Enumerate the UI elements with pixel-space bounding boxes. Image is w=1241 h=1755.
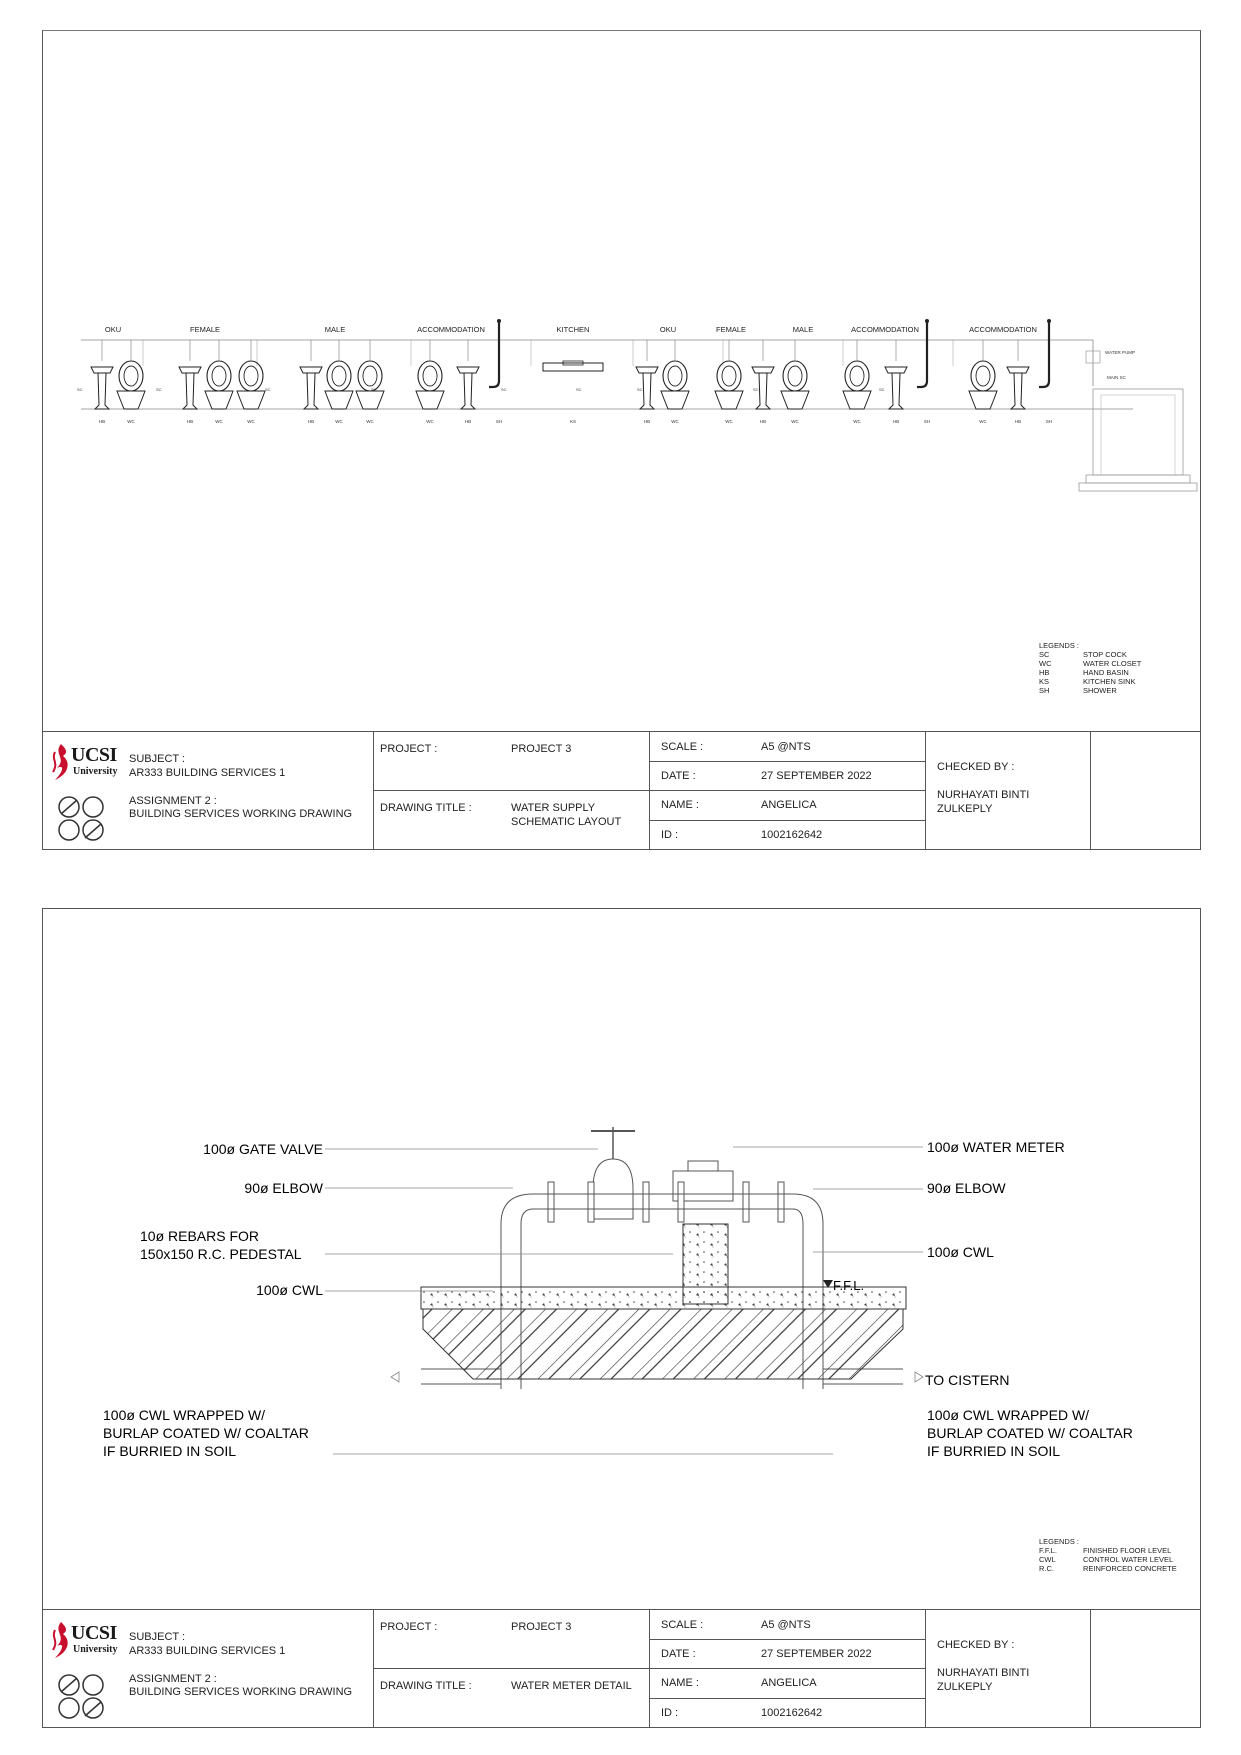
wc-bowl-icon	[423, 366, 437, 386]
fixture-label: WC	[426, 419, 434, 424]
drawing-title-label: DRAWING TITLE :	[380, 802, 472, 814]
legend-row	[1039, 677, 1141, 686]
legend-title: LEGENDS :	[1039, 641, 1080, 650]
hand-basin-icon	[300, 367, 322, 373]
basin-pedestal-icon	[183, 373, 197, 409]
fixture-label: WC	[366, 419, 374, 424]
label-rebars-line1: 10ø REBARS FOR	[140, 1228, 260, 1244]
hand-basin-icon	[179, 367, 201, 373]
wc-base-icon	[661, 391, 689, 409]
id-value: 1002162642	[761, 829, 823, 841]
wc-bowl-icon	[976, 366, 990, 386]
water-pump-label: WATER PUMP	[1105, 350, 1135, 355]
tank-inner	[1101, 395, 1175, 475]
legend-row	[1039, 650, 1141, 659]
legend-meter	[1039, 1537, 1177, 1573]
fixture-label: WC	[979, 419, 987, 424]
flame-icon	[49, 742, 73, 782]
project-label: PROJECT :	[380, 743, 438, 755]
label-water-meter: 100ø WATER METER	[927, 1139, 1065, 1155]
fixture-label: HB	[643, 419, 651, 424]
wc-bowl-icon	[124, 366, 138, 386]
fixture-label: WC	[853, 419, 861, 424]
pipe-flange	[588, 1182, 594, 1222]
assignment-value: BUILDING SERVICES WORKING DRAWING	[129, 1686, 353, 1698]
scale-label: SCALE :	[661, 741, 704, 753]
label-wrapped-left-1: 100ø CWL WRAPPED W/	[103, 1407, 266, 1423]
label-wrapped-right-2: BURLAP COATED W/ COALTAR	[927, 1425, 1133, 1441]
fixture-label: SH	[1045, 419, 1053, 424]
hand-basin-icon	[636, 367, 658, 373]
water-closet-icon	[717, 361, 741, 391]
legend-code: SC	[1039, 650, 1050, 659]
subject-label: SUBJECT :	[129, 1631, 186, 1643]
elbow-right-icon	[793, 1194, 823, 1224]
logo-subtext: University	[73, 766, 118, 777]
flow-arrow-icon	[915, 1372, 923, 1382]
water-closet-icon	[207, 361, 231, 391]
wc-base-icon	[117, 391, 145, 409]
zone-label: ACCOMMODATION	[969, 325, 1037, 334]
date-label: DATE :	[661, 1648, 696, 1660]
soil-hatch	[423, 1309, 903, 1379]
basin-pedestal-icon	[1011, 373, 1025, 409]
wc-base-icon	[781, 391, 809, 409]
name-value: ANGELICA	[761, 1677, 817, 1689]
id-label: ID :	[661, 1707, 679, 1719]
pipe-flange	[678, 1182, 684, 1222]
studio-logo-icon	[55, 1672, 111, 1722]
zone-label: MALE	[792, 325, 814, 334]
legend-row	[1039, 1564, 1177, 1573]
logo-subtext: University	[73, 1644, 118, 1655]
wc-base-icon	[843, 391, 871, 409]
pipe-flange	[778, 1182, 784, 1222]
hand-basin-icon	[752, 367, 774, 373]
shower-head-icon	[925, 319, 929, 323]
label-elbow-right: 90ø ELBOW	[927, 1180, 1006, 1196]
fixture-label: HB	[98, 419, 106, 424]
wc-base-icon	[356, 391, 384, 409]
logo-text: UCSI	[71, 1622, 117, 1644]
logo-text: UCSI	[71, 744, 117, 766]
water-closet-icon	[783, 361, 807, 391]
subject-value: AR333 BUILDING SERVICES 1	[129, 1645, 286, 1657]
scale-label: SCALE :	[661, 1619, 704, 1631]
legend-code: CWL	[1039, 1555, 1056, 1564]
zone-label: OKU	[104, 325, 122, 334]
checked-by-line1: NURHAYATI BINTI	[937, 1667, 1030, 1679]
fixture-label: HB	[464, 419, 472, 424]
fixture-label: WC	[127, 419, 135, 424]
shower-head-icon	[497, 319, 501, 323]
wc-base-icon	[715, 391, 743, 409]
checked-by-line2: ZULKEPLY	[937, 1681, 993, 1693]
drawing-title-line1: WATER SUPPLY	[511, 802, 596, 814]
zone-label: OKU	[659, 325, 677, 334]
legend-desc: STOP COCK	[1083, 650, 1127, 659]
flow-arrow-icon	[391, 1372, 399, 1382]
stop-cock-label: SC	[371, 387, 377, 392]
zone-label: FEMALE	[189, 325, 221, 334]
stop-cock-label: SC	[265, 387, 271, 392]
zone-label: FEMALE	[715, 325, 747, 334]
wc-bowl-icon	[850, 366, 864, 386]
title-block	[43, 731, 1200, 849]
legend-row	[1039, 1555, 1177, 1564]
flame-icon	[49, 1620, 73, 1660]
label-cwl-right: 100ø CWL	[927, 1244, 994, 1260]
fixture-label: HB	[892, 419, 900, 424]
fixture-label: WC	[671, 419, 679, 424]
ucsi-logo	[49, 740, 119, 786]
fixture-label: SH	[495, 419, 503, 424]
stop-cock-label: SC	[576, 387, 582, 392]
water-closet-icon	[239, 361, 263, 391]
checked-by-line2: ZULKEPLY	[937, 803, 993, 815]
legend-title: LEGENDS :	[1039, 1537, 1080, 1546]
water-closet-icon	[845, 361, 869, 391]
legend-desc: CONTROL WATER LEVEL	[1083, 1555, 1174, 1564]
tank-base	[1086, 475, 1190, 483]
fixture-label: HB	[307, 419, 315, 424]
kitchen-sink-icon	[543, 363, 603, 371]
checked-by-line1: NURHAYATI BINTI	[937, 789, 1030, 801]
project-label: PROJECT :	[380, 1621, 438, 1633]
fixture-label: HB	[1014, 419, 1022, 424]
fixture-label: WC	[215, 419, 223, 424]
fixture-label: SH	[923, 419, 931, 424]
zone-label: KITCHEN	[556, 325, 590, 334]
elbow-left-icon	[501, 1194, 533, 1224]
storage-tank-icon	[1093, 389, 1183, 475]
project-value: PROJECT 3	[511, 1621, 572, 1633]
label-cwl-left: 100ø CWL	[256, 1282, 323, 1298]
basin-pedestal-icon	[461, 373, 475, 409]
hand-basin-icon	[1007, 367, 1029, 373]
label-rebars-line2: 150x150 R.C. PEDESTAL	[140, 1246, 302, 1262]
name-label: NAME :	[661, 799, 699, 811]
hand-basin-icon	[457, 367, 479, 373]
zone-label: MALE	[324, 325, 346, 334]
water-closet-icon	[119, 361, 143, 391]
label-wrapped-right-3: IF BURRIED IN SOIL	[927, 1443, 1061, 1459]
drawing-title-line1: WATER METER DETAIL	[511, 1680, 632, 1692]
wc-base-icon	[205, 391, 233, 409]
studio-logo-icon	[55, 794, 111, 844]
legend-code: SH	[1039, 686, 1050, 695]
legend-row	[1039, 659, 1141, 668]
legend-row	[1039, 668, 1141, 677]
zone-label: ACCOMMODATION	[417, 325, 485, 334]
basin-pedestal-icon	[889, 373, 903, 409]
wc-bowl-icon	[788, 366, 802, 386]
shower-head-icon	[1047, 319, 1051, 323]
legend-code: HB	[1039, 668, 1050, 677]
assignment-label: ASSIGNMENT 2 :	[129, 795, 217, 807]
sheet-water-meter-detail	[42, 908, 1201, 1728]
stop-cock-label: SC	[501, 387, 507, 392]
legend-row	[1039, 686, 1141, 695]
tank-plinth	[1079, 483, 1197, 491]
legend-schematic	[1039, 641, 1141, 695]
wc-bowl-icon	[722, 366, 736, 386]
subject-label: SUBJECT :	[129, 753, 186, 765]
id-value: 1002162642	[761, 1707, 823, 1719]
shower-icon	[1039, 321, 1049, 387]
subject-value: AR333 BUILDING SERVICES 1	[129, 767, 286, 779]
pipe-flange	[548, 1182, 554, 1222]
water-closet-icon	[358, 361, 382, 391]
project-value: PROJECT 3	[511, 743, 572, 755]
label-to-cistern: TO CISTERN	[925, 1372, 1010, 1388]
wc-bowl-icon	[668, 366, 682, 386]
label-wrapped-left-3: IF BURRIED IN SOIL	[103, 1443, 237, 1459]
date-label: DATE :	[661, 770, 696, 782]
legend-desc: HAND BASIN	[1083, 668, 1129, 677]
stop-cock-label: SC	[753, 387, 759, 392]
hand-basin-icon	[91, 367, 113, 373]
basin-pedestal-icon	[304, 373, 318, 409]
legend-desc: REINFORCED CONCRETE	[1083, 1564, 1177, 1573]
legend-desc: FINISHED FLOOR LEVEL	[1083, 1546, 1172, 1555]
label-gate-valve: 100ø GATE VALVE	[203, 1141, 323, 1157]
fixture-label: WC	[247, 419, 255, 424]
stop-cock-label: SC	[77, 387, 83, 392]
stop-cock-label: SC	[156, 387, 162, 392]
name-value: ANGELICA	[761, 799, 817, 811]
stop-cock-label: SC	[879, 387, 885, 392]
pipe-flange	[743, 1182, 749, 1222]
hand-basin-icon	[885, 367, 907, 373]
shower-icon	[489, 321, 499, 387]
label-wrapped-left-2: BURLAP COATED W/ COALTAR	[103, 1425, 309, 1441]
wc-bowl-icon	[212, 366, 226, 386]
legend-desc: SHOWER	[1083, 686, 1117, 695]
wc-bowl-icon	[363, 366, 377, 386]
date-value: 27 SEPTEMBER 2022	[761, 770, 872, 782]
horizontal-pipe	[533, 1194, 793, 1209]
ucsi-logo	[49, 1618, 119, 1664]
sheet-water-supply-schematic	[42, 30, 1201, 850]
checked-by-label: CHECKED BY :	[937, 761, 1015, 773]
fixture-label: WC	[335, 419, 343, 424]
basin-pedestal-icon	[95, 373, 109, 409]
water-meter-drawing	[43, 909, 1200, 1609]
id-label: ID :	[661, 829, 679, 841]
water-closet-icon	[418, 361, 442, 391]
legend-code: KS	[1039, 677, 1050, 686]
drawing-title-line2: SCHEMATIC LAYOUT	[511, 816, 622, 828]
checked-by-label: CHECKED BY :	[937, 1639, 1015, 1651]
legend-desc: KITCHEN SINK	[1083, 677, 1136, 686]
wc-base-icon	[416, 391, 444, 409]
assignment-label: ASSIGNMENT 2 :	[129, 1673, 217, 1685]
legend-desc: WATER CLOSET	[1083, 659, 1142, 668]
assignment-value: BUILDING SERVICES WORKING DRAWING	[129, 808, 353, 820]
fixture-label: WC	[791, 419, 799, 424]
stop-cock-label: SC	[637, 387, 643, 392]
main-sc-label: MAIN SC	[1107, 375, 1126, 380]
wc-base-icon	[325, 391, 353, 409]
legend-code: F.F.L.	[1039, 1546, 1057, 1555]
gate-valve-icon	[593, 1159, 633, 1219]
wc-base-icon	[969, 391, 997, 409]
legend-row	[1039, 1546, 1177, 1555]
label-elbow-left: 90ø ELBOW	[244, 1180, 323, 1196]
name-label: NAME :	[661, 1677, 699, 1689]
fixture-label: HB	[186, 419, 194, 424]
date-value: 27 SEPTEMBER 2022	[761, 1648, 872, 1660]
water-closet-icon	[663, 361, 687, 391]
legend-code: R.C.	[1039, 1564, 1054, 1573]
water-closet-icon	[327, 361, 351, 391]
fixture-label: WC	[725, 419, 733, 424]
scale-value: A5 @NTS	[761, 1619, 811, 1631]
wc-bowl-icon	[244, 366, 258, 386]
title-block	[43, 1609, 1200, 1727]
label-ffl: F.F.L.	[833, 1278, 865, 1293]
scale-value: A5 @NTS	[761, 741, 811, 753]
wc-base-icon	[237, 391, 265, 409]
zone-label: ACCOMMODATION	[851, 325, 919, 334]
pipe-flange	[643, 1182, 649, 1222]
water-closet-icon	[971, 361, 995, 391]
drawing-title-label: DRAWING TITLE :	[380, 1680, 472, 1692]
wc-bowl-icon	[332, 366, 346, 386]
label-wrapped-right-1: 100ø CWL WRAPPED W/	[927, 1407, 1090, 1423]
fixture-label: HB	[759, 419, 767, 424]
legend-code: WC	[1039, 659, 1052, 668]
fixture-label: KS	[569, 419, 577, 424]
schematic-drawing	[43, 31, 1200, 731]
